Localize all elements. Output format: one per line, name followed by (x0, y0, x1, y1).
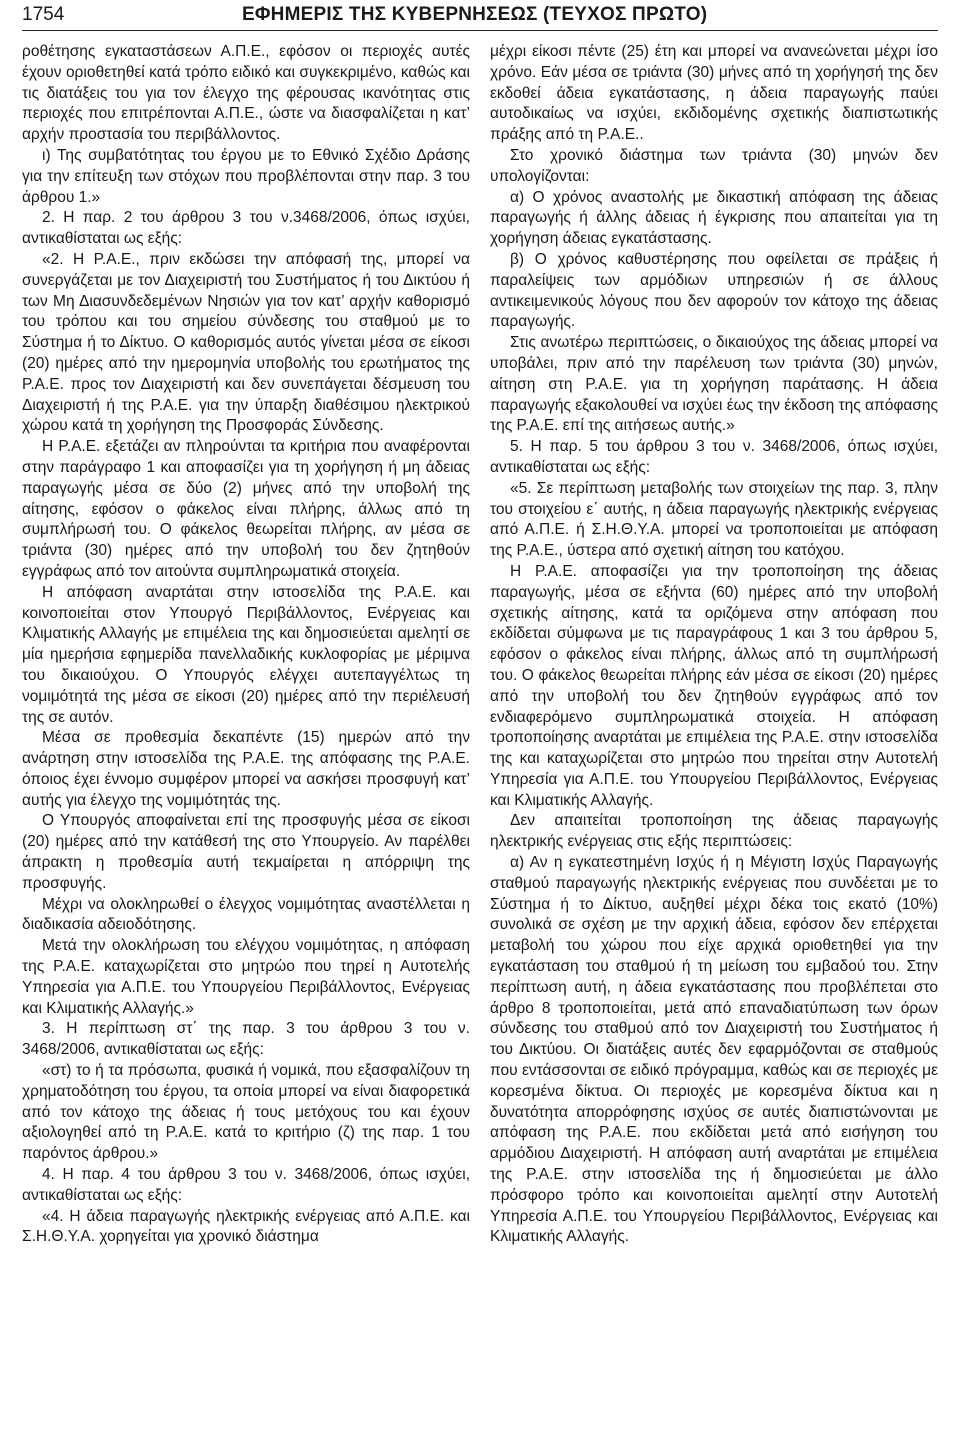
paragraph: «4. Η άδεια παραγωγής ηλεκτρικής ενέργειας από Α.Π.Ε. και Σ.Η.Θ.Υ.Α. χορηγείται για χρονικό διάστημα (22, 1207, 470, 1246)
paragraph: Ο Υπουργός αποφαίνεται επί της προσφυγής μέσα σε είκοσι (20) ημέρες από την κατάθεσή της στο Υπουργείο. Αν παρέλθει άπρακτη η προθεσμία αυτή τεκμαίρεται η απόρριψη της προσφυγής. (22, 812, 470, 892)
gazette-title: ΕΦΗΜΕΡΙΣ ΤΗΣ ΚΥΒΕΡΝΗΣΕΩΣ (ΤΕΥΧΟΣ ΠΡΩΤΟ) (242, 4, 708, 25)
paragraph: 3. Η περίπτωση στ΄ της παρ. 3 του άρθρου 3 του ν. 3468/2006, αντικαθίσταται ως εξής: (22, 1020, 470, 1059)
paragraph: Η απόφαση αναρτάται στην ιστοσελίδα της Ρ.Α.Ε. και κοινοποιείται στον Υπουργό Περιβάλλοντος, Ενέργειας και Κλιματικής Αλλαγής με επιμέλεια της και δημοσιεύεται αμελητί σε μία ημερήσια εφημερίδα πανελλαδικής κυκλοφορίας με μέριμνα του δικαιούχου. Ο Υπουργός ελέγχει αυτεπαγγέλτως τη νομιμότητά της μέσα σε είκοσι (20) ημέρες από την περιέλευσή της σε αυτόν. (22, 583, 470, 726)
paragraph: Μετά την ολοκλήρωση του ελέγχου νομιμότητας, η απόφαση της Ρ.Α.Ε. καταχωρίζεται στο μητρώο που τηρεί η Αυτοτελής Υπηρεσία για Α.Π.Ε. του Υπουργείου Περιβάλλοντος, Ενέργειας και Κλιματικής Αλλαγής.» (22, 937, 470, 1017)
text-columns (22, 42, 938, 1424)
paragraph: Στις ανωτέρω περιπτώσεις, ο δικαιούχος της άδειας μπορεί να υποβάλει, πριν από την παρέλευση των τριάντα (30) μηνών, αίτηση στη Ρ.Α.Ε. για τη χορήγηση παράτασης. Η άδεια παραγωγής εξακολουθεί να ισχύει έως την έκδοση της απόφασης της Ρ.Α.Ε. επί της αιτήσεως αυτής.» (490, 334, 938, 435)
paragraph: Η Ρ.Α.Ε. εξετάζει αν πληρούνται τα κριτήρια που αναφέρονται στην παράγραφο 1 και αποφασίζει για τη χορήγηση ή μη άδειας παραγωγής μέσα σε δύο (2) μήνες από την υποβολή της αίτησης, εφόσον ο φάκελος είναι πλήρης, άλλως από τη συμπλήρωσή του. Ο φάκελος θεωρείται πλήρης, αν μέσα σε τριάντα (30) ημέρες από την υποβολή του δεν ζητηθούν εγγράφως από τον αιτούντα συμπληρωματικά στοιχεία. (22, 438, 470, 580)
paragraph: β) Ο χρόνος καθυστέρησης που οφείλεται σε πράξεις ή παραλείψεις των αρμόδιων υπηρεσιών ή σε άλλους αντικειμενικούς λόγους που δεν αφορούν τον κάτοχο της άδειας παραγωγής. (490, 250, 938, 331)
paragraph: α) Ο χρόνος αναστολής με δικαστική απόφαση της άδειας παραγωγής ή άλλης άδειας ή έγκρισης που απαιτείται για τη χορήγηση άδειας εγκατάστασης. (490, 188, 938, 248)
paragraph: ροθέτησης εγκαταστάσεων Α.Π.Ε., εφόσον οι περιοχές αυτές έχουν οριοθετηθεί κατά τρόπο ειδικό και συγκεκριμένο, καθώς και τις διατάξεις του για τον έλεγχο της φέρουσας ικανότητας στις περιοχές που επιτρέπονται Α.Π.Ε., ώστε να διασφαλίζεται η κατ’ αρχήν προστασία του περιβάλλοντος. (22, 43, 470, 144)
paragraph: Στο χρονικό διάστημα των τριάντα (30) μηνών δεν υπολογίζονται: (490, 146, 938, 185)
paragraph: Η Ρ.Α.Ε. αποφασίζει για την τροποποίηση της άδειας παραγωγής, μέσα σε εξήντα (60) ημέρες από την υποβολή σχετικής αίτησης, κατά τα οριζόμενα στην απόφαση που εκδίδεται σύμφωνα με τις παραγράφους 1 και 3 του άρθρου 5, εφόσον ο φάκελος είναι πλήρης, άλλως από τη συμπλήρωσή του. Ο φάκελος θεωρείται πλήρης εάν μέσα σε είκοσι (20) ημέρες από την υποβολή του δεν ζητηθούν εγγράφως από τον ενδιαφερόμενο συμπληρωματικά στοιχεία. Η απόφαση τροποποίησης αναρτάται με επιμέλεια της Ρ.Α.Ε. στην ιστοσελίδα της και καταχωρίζεται στο μητρώο που τηρείται στην Αυτοτελή Υπηρεσία για Α.Π.Ε. του Υπουργείου Περιβάλλοντος, Ενέργειας και Κλιματικής Αλλαγής. (490, 562, 938, 809)
paragraph: Δεν απαιτείται τροποποίηση της άδειας παραγωγής ηλεκτρικής ενέργειας στις εξής περιπτώσεις: (490, 812, 938, 851)
paragraph: 5. Η παρ. 5 του άρθρου 3 του ν. 3468/2006, όπως ισχύει, αντικαθίσταται ως εξής: (490, 438, 938, 476)
paragraph: ι) Της συμβατότητας του έργου με το Εθνικό Σχέδιο Δράσης για την επίτευξη των στόχων που προβλέπονται στην παρ. 3 του άρθρου 1.» (22, 146, 470, 206)
paragraph: μέχρι είκοσι πέντε (25) έτη και μπορεί να ανανεώνεται μέχρι ίσο χρόνο. Εάν μέσα σε τριάντα (30) μήνες από τη χορήγησή της δεν εκδοθεί άδεια εγκατάστασης, η άδεια παραγωγής παύει αυτοδικαίως να ισχύει, εκδιδομένης σχετικής διαπιστωτικής πράξης από τη Ρ.Α.Ε.. (490, 43, 938, 144)
paragraph: «5. Σε περίπτωση μεταβολής των στοιχείων της παρ. 3, πλην του στοιχείου ε΄ αυτής, η άδεια παραγωγής ηλεκτρικής ενέργειας από Α.Π.Ε. ή Σ.Η.Θ.Υ.Α. μπορεί να τροποποιείται με απόφαση της Ρ.Α.Ε., ύστερα από σχετική αίτηση του κατόχου. (490, 479, 938, 560)
paragraph: 2. Η παρ. 2 του άρθρου 3 του ν.3468/2006, όπως ισχύει, αντικαθίσταται ως εξής: (22, 209, 470, 248)
paragraph: «στ) το ή τα πρόσωπα, φυσικά ή νομικά, που εξασφαλίζουν τη χρηματοδότηση του έργου, τα οποία μπορεί να είναι διαφορετικά από τον κάτοχο της άδειας ή τους μετόχους του και έχουν αξιολογηθεί από τη Ρ.Α.Ε. κατά το κριτήριο (ζ) της παρ. 1 του παρόντος άρθρου.» (22, 1062, 470, 1163)
paragraph: Μέχρι να ολοκληρωθεί ο έλεγχος νομιμότητας αναστέλλεται η διαδικασία αδειοδότησης. (22, 895, 470, 934)
page-header (22, 0, 938, 31)
paragraph: «2. Η Ρ.Α.Ε., πριν εκδώσει την απόφασή της, μπορεί να συνεργάζεται με τον Διαχειριστή του Συστήματος ή του Δικτύου ή των Μη Διασυνδεδεμένων Νησιών για τον κατ’ αρχήν καθορισμό του τρόπου και του σημείου σύνδεσης του σταθμού με το Σύστημα ή το Δίκτυο. Ο καθορισμός αυτός γίνεται μέσα σε είκοσι (20) ημέρες από την ημερομηνία υποβολής του ερωτήματος της Ρ.Α.Ε. προς τον Διαχειριστή και δεν συνεπάγεται δέσμευση του Διαχειριστή ή της Ρ.Α.Ε. για την ύπαρξη διαθέσιμου ηλεκτρικού χώρου κατά τη χορήγηση της Προσφοράς Σύνδεσης. (22, 250, 470, 435)
paragraph: α) Αν η εγκατεστημένη Ισχύς ή η Μέγιστη Ισχύς Παραγωγής σταθμού παραγωγής ηλεκτρικής ενέργειας που συνδέεται με το Σύστημα ή το Δίκτυο, αυξηθεί μέχρι δέκα τοις εκατό (10%) συνολικά σε σχέση με την αρχική άδεια, εφόσον δεν επέρχεται μεταβολή του χώρου που είχε αρχικά οριοθετηθεί για την εγκατάσταση του σταθμού ή τη μείωση του εμβαδού του. Στην περίπτωση αυτή, η άδεια εγκατάστασης που προβλέπεται στο άρθρο 8 τροποποιείται, μετά από επαναδιατύπωση των όρων σύνδεσης του σταθμού από τον Διαχειριστή του Συστήματος ή του Δικτύου. Οι διατάξεις αυτές δεν εφαρμόζονται σε σταθμούς που εντάσσονται σε ειδικό πρόγραμμα, καθώς και σε περιοχές με κορεσμένα δίκτυα. Οι περιοχές με κορεσμένα δίκτυα και η δυνατότητα απορρόφησης ισχύος σε αυτές διαπιστώνονται με απόφαση της Ρ.Α.Ε. που εκδίδεται μετά από εισήγηση του αρμόδιου Διαχειριστή. Η απόφαση αυτή αναρτάται με επιμέλεια της Ρ.Α.Ε. στην ιστοσελίδα της ή δημοσιεύεται με άλλο πρόσφορο τρόπο και κοινοποιείται αμελητί στην Αυτοτελή Υπηρεσία Α.Π.Ε. του Υπουργείου Περιβάλλοντος, Ενέργειας και Κλιματικής Αλλαγής. (490, 854, 938, 1246)
paragraph: Μέσα σε προθεσμία δεκαπέντε (15) ημερών από την ανάρτηση στην ιστοσελίδα της Ρ.Α.Ε. της απόφασης της Ρ.Α.Ε. όποιος έχει έννομο συμφέρον μπορεί να ασκήσει προσφυγή κατ’ αυτής για έλεγχο της νομιμότητάς της. (22, 729, 470, 809)
paragraph: 4. Η παρ. 4 του άρθρου 3 του ν. 3468/2006, όπως ισχύει, αντικαθίσταται ως εξής: (22, 1166, 470, 1204)
left-column (22, 42, 470, 1424)
right-column (490, 42, 938, 1424)
page-number: 1754 (22, 4, 65, 25)
